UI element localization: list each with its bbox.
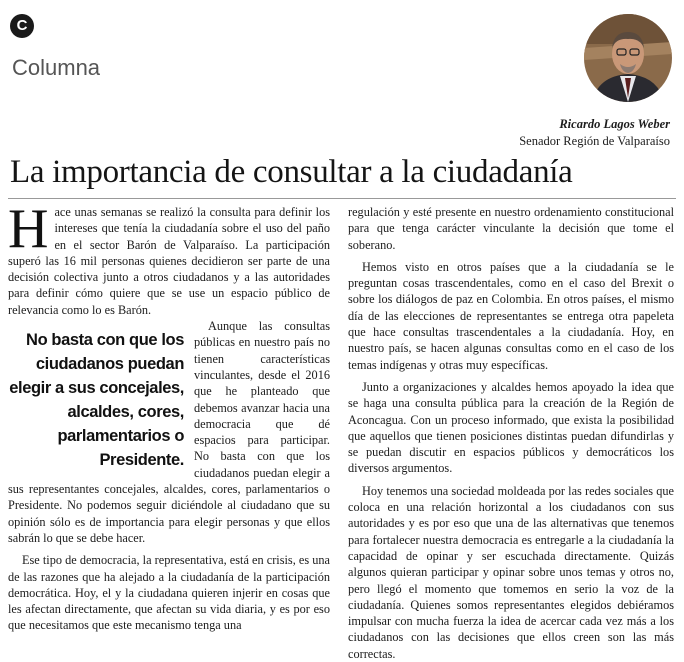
author-name: Ricardo Lagos Weber — [559, 117, 670, 131]
pull-quote: No basta con que los ciudadanos puedan elegir a sus concejales, alcaldes, cores, parlamentarios o Presidente. — [9, 331, 184, 470]
article-column-left — [8, 198, 330, 634]
article-column-right — [348, 204, 674, 662]
article-paragraph: Hemos visto en otros países que a la ciudadanía se le preguntan cosas trascendentales, como en el caso del Brexit o sobre los diálogos de paz en Colombia. En otros países, el mismo día de las elecciones de representantes se entrega otra papeleta que hace consultas trascendentales a la ciudadanía. Hoy, en nuestro país, se hacen algunas consultas como en el caso de los temas indígenas y otras muy específicas. — [348, 259, 674, 372]
author-role: Senador Región de Valparaíso — [519, 134, 670, 148]
paragraph-text: ace unas semanas se realizó la consulta para definir los intereses que tenía la ciudadanía sobre el uso del paño en el sector Barón de Valparaíso. La participación superó las 16 mil personas quienes decidieron ser parte de una decisión colectiva junto a otros ciudadanos y a las autoridades para definir cómo quiere que se use un espacio público de relevancia como lo es Barón. — [8, 205, 330, 317]
drop-cap: H — [8, 198, 49, 260]
author-byline — [519, 116, 670, 150]
article-paragraph: Ese tipo de democracia, la representativa, está en crisis, es una de las razones que ha alejado a la ciudadanía de la participación democrática. Hoy, el y la ciudadana quieren injerir en cosas que les afectan directamente, que afectan su vida diaria, y es por eso que necesitamos que este mecanismo tenga una — [8, 553, 330, 633]
author-portrait-image — [584, 14, 672, 102]
article-paragraph: Aunque las consultas públicas en nuestro país no tienen características vinculantes, desde el 2016 que he planteado que debemos avanzar hacia una democracia que dé espacios para participar. No basta con que los ciudadanos puedan elegir a sus representantes concejales, alcaldes, cores, parlamentarios o Presidente. No podemos seguir diciéndole al ciudadano que su opinión sólo es de importancia para elegir personas y que ellos sabrán lo que se debe hacer. — [8, 319, 330, 545]
article-paragraph: regulación y esté presente en nuestro ordenamiento constitucional para que tenga carácter vinculante la decisión que tome el soberano. — [348, 205, 674, 252]
column-badge: C — [10, 14, 34, 38]
headline-divider — [8, 198, 676, 199]
article-paragraph: Hoy tenemos una sociedad moldeada por las redes sociales que coloca en una relación horizontal a los ciudadanos con sus autoridades y es por eso que una de las alternativas que tenemos para fortalecer nuestra democracia es entregarle a la ciudadanía la capacidad de opinar y ser escuchada directamente. Quizás algunos quieran participar y opinar sobre unos temas y otros no, pero llegó el momento que tomemos en serio la voz de la ciudadanía. Quienes somos representantes elegidos debiéramos impulsar con mucha fuerza la idea de acercar cada vez más a los ciudadanos con las decisiones que ellos creen son las más correctas. — [348, 483, 674, 661]
article-paragraph — [8, 198, 330, 318]
article-paragraph: Junto a organizaciones y alcaldes hemos apoyado la idea que se haga una consulta pública para la creación de la Región de Aconcagua. Con un proceso informado, que exista la posibilidad que aquellos que tienen posiciones distintas puedan difundirlas y se puedan discutir en espacios públicos y democráticos los diversos argumentos. — [348, 379, 674, 476]
section-label: Columna — [12, 55, 101, 80]
article-headline: La importancia de consultar a la ciudadanía — [10, 154, 573, 190]
author-photo — [584, 14, 672, 102]
